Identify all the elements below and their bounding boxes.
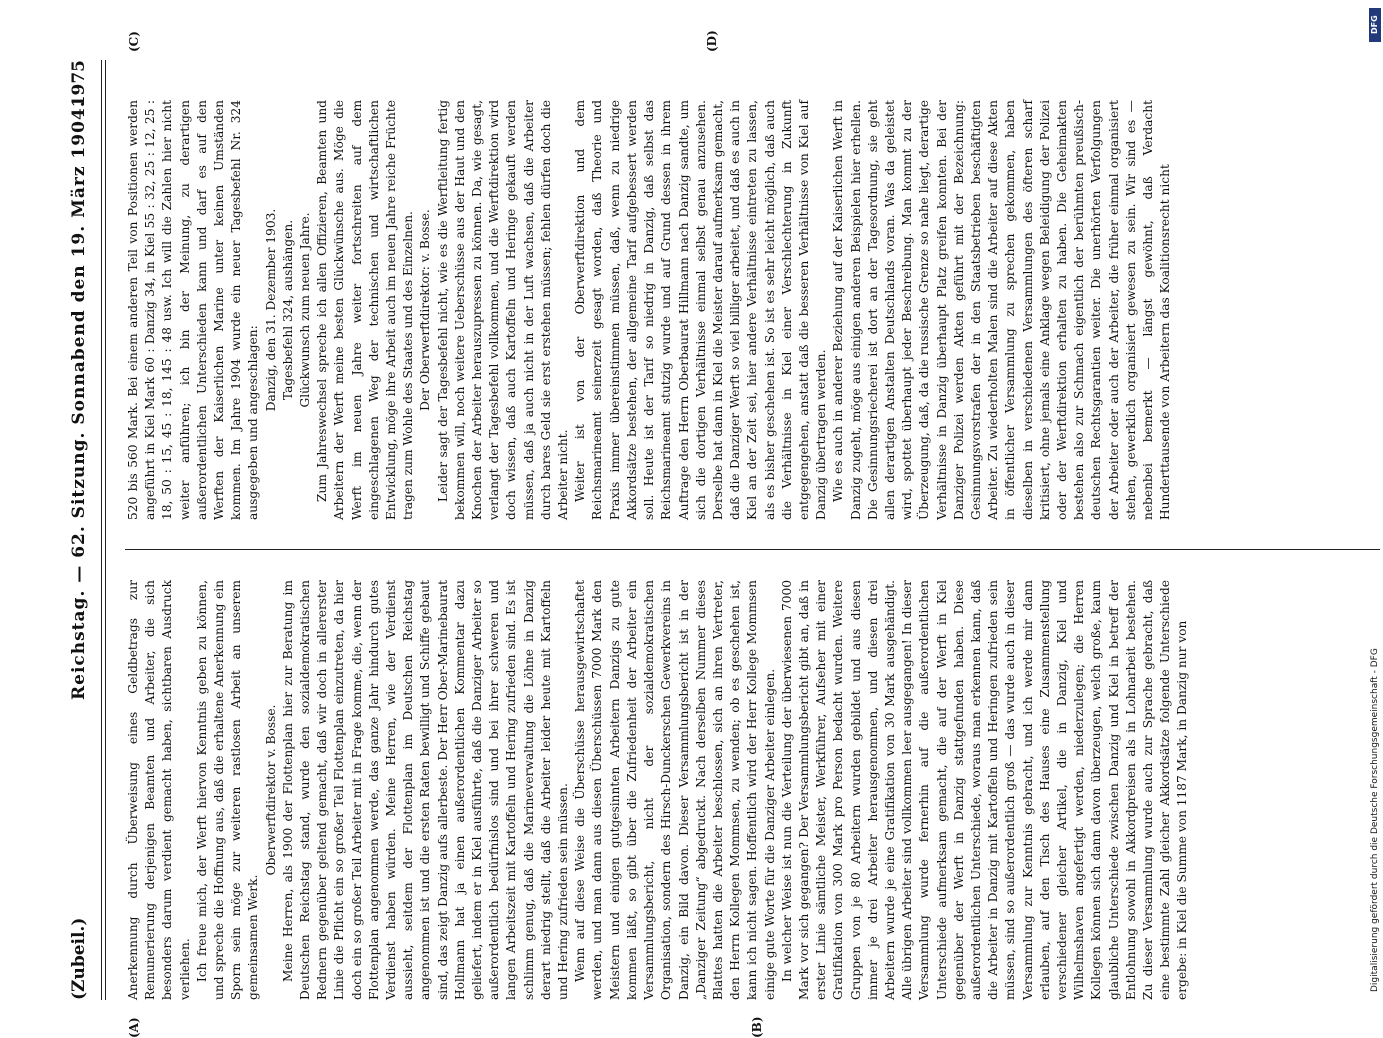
paragraph: 520 bis 560 Mark. Bei einem anderen Teil von Positionen werden angeführt in Kiel Mark 60 : Danzig 34, in Kiel 55 : 32, 25 : 12, 25 : 18, 50 : 15, 45 : 18, 145 : 48 usw. Ich will die Zahlen hier nicht weiter anführen; ich bin der Meinung, zu derartigen außerordentlichen Unterschieden kann und darf es auf den Werften der Kaiserlichen Marine unter keinen Umständen kommen. Im Jahre 1904 wurde ein neuer Tagesbefehl Nr. 324 ausgegeben und angeschlagen: [125,100,263,520]
rotated-page [65,60,1383,1000]
dfg-logo-badge: DFG [1369,8,1381,42]
margin-marker-b: (B) [750,1017,764,1038]
decree-date: Danzig, den 31. Dezember 1903. [263,100,280,520]
page-number: 1975 [69,60,89,107]
paragraph: In welcher Weise ist nun die Verteilung der überwiesenen 7000 Mark vor sich gegangen? Der Versammlungsbericht gibt an, daß in erster Linie sämtliche Meister, Werkführer, Aufseher mit einer Gratifikation von 300 Mark pro Person bedacht wurden. Weitere Gruppen von je 80 Arbeitern wurden gebildet und aus diesen immer je drei Arbeiter herausgenommen, und diesen drei Arbeitern wurde je eine Gratifikation von 30 Mark ausgehändigt. Alle übrigen Arbeiter sind vollkommen leer ausgegangen! In dieser Versammlung wurde fernerhin auf die außerordentlichen Unterschiede aufmerksam gemacht, die auf der Werft in Kiel gegenüber der Werft in Danzig stattgefunden haben. Diese außerordentlichen Unterschiede, woraus man erkennen kann, daß die Arbeiter in Danzig mit Kartoffeln und Heringen zufrieden sein müssen, sind so außerordentlich groß — das wurde auch in dieser Versammlung zur Kenntnis gebracht, und ich werde mir dann erlauben, auf den Tisch des Hauses eine Zusammenstellung verschiedener gleicher Artikel, die in Danzig, Kiel und Wilhelmshaven angefertigt werden, niederzulegen; die Herren Kollegen können sich dann davon überzeugen, welch große, kaum glaubliche Unterschiede zwischen Danzig und Kiel in betreff der Entlohnung sowohl in Akkordpreisen als in Lohnarbeit bestehen. Zu dieser Versammlung wurde auch zur Sprache gebracht, daß eine bestimmte Zahl gleicher Akkordsätze folgende Unterschiede ergebe: in Kiel die Summe von 1187 Mark, in Danzig nur von [779,580,1192,1000]
header-rule-top [101,60,102,1000]
page-header [65,60,99,1000]
decree-subtitle: Glückwunsch zum neuen Jahre. [297,100,314,520]
signature: Oberwerftdirektor v. Bosse. [263,580,280,1000]
decree-title: Tagesbefehl 324, aushängen. [280,100,297,520]
paragraph: Meine Herren, als 1900 der Flottenplan hier zur Beratung im Deutschen Reichstag stand, wurde den sozialdemokratischen Rednern gegenüber geltend gemacht, daß wir doch in allererster Linie die Pflicht ein so großer Teil Flottenplan einzutreten, da hier doch ein so großer Teil Arbeiter mit in Frage komme, die, wenn der Flottenplan angenommen werde, das ganze Jahr hindurch gutes Verdienst haben würden. Meine Herren, wie der Verdienst aussieht, seitdem der Flottenplan im Deutschen Reichstag angenommen ist und die ersten Raten bewilligt und Schiffe gebaut sind, das zeigt Danzig aufs allerbeste. Der Herr Ober-Marinebaurat Hollmann hat ja einen außerordentlichen Kommentar dazu geliefert, indem er in Kiel ausführte, daß die Danziger Arbeiter so außerordentlich bedürfnislos sind und bei ihrer schweren und langen Arbeitszeit mit Kartoffeln und Hering zufrieden sind. Es ist schlimm genug, daß die Marineverwaltung die Löhne in Danzig derart niedrig stellt, daß die Arbeiter leider heute mit Kartoffeln und Hering zufrieden sein müssen. [280,580,572,1000]
speaker-label: (Zubeil.) [69,918,89,1000]
margin-marker-d: (D) [705,30,719,52]
digitization-credit: Digitalisierung gefördert durch die Deutsche Forschungsgemeinschaft - DFG [1370,648,1380,992]
header-rule-bottom [105,60,106,1000]
paragraph: Ich freue mich, der Werft hiervon Kenntnis geben zu können, und spreche die Hoffnung aus, daß die erhaltene Anerkennung ein Sporn sein möge zur weiteren rastlosen Arbeit an unserem gemeinsamen Werk. [194,580,263,1000]
paragraph: Leider sagt der Tagesbefehl nicht, wie es die Werftleitung fertig bekommen will, noch weitere Ueberschüsse aus der Haut und den Knochen der Arbeiter herauszupressen zu können. Da, wie gesagt, verlangt der Tagesbefehl vollkommen, und die Werftdirektion wird doch wissen, daß auch Kartoffeln und Heringe gekauft werden müssen, daß ja auch nicht in der Luft wachsen, daß die Arbeiter durch bares Geld sie erst erstehen müssen; fehlen dürfen doch die Arbeiter nicht. [435,100,573,520]
signature: Der Oberwerftdirektor: v. Bosse. [417,100,434,520]
paragraph: Anerkennung durch Überweisung eines Geldbetrags zur Remunerierung derjenigen Beamten und Arbeiter, die sich besonders darum verdient gemacht haben, sichtbaren Ausdruck verliehen. [125,580,194,1000]
margin-marker-a: (A) [127,1017,141,1038]
left-column [125,580,1192,1000]
paragraph: Wenn auf diese Weise die Überschüsse herausgewirtschaftet werden, und man dann aus diesen Überschüssen 7000 Mark den Meistern und einigen gutgesinnten Arbeitern Danzigs zu gute kommen läßt, so gibt über die Zufriedenheit der Arbeiter ein Versammlungsbericht, nicht der sozialdemokratischen Organisation, sondern des Hirsch-Dunckerschen Gewerkvereins in Danzig, ein Bild davon. Dieser Versammlungsbericht ist in der „Danziger Zeitung“ abgedruckt. Nach derselben Nummer dieses Blattes hatten die Arbeiter beschlossen, sich an ihren Vertreter, den Herrn Kollegen Mommsen, zu wenden; ob es geschehen ist, kann ich nicht sagen. Hoffentlich wird der Herr Kollege Mommsen einige gute Worte für die Danziger Arbeiter einlegen. [572,580,778,1000]
paragraph: Wie es auch in anderer Beziehung auf der Kaiserlichen Werft in Danzig zugeht, möge aus einigen anderen Beispielen hier erhellen. Die Gesinnungsriecherei ist dort an der Tagesordnung, sie geht allen derartigen Anstalten Deutschlands voran. Was da geleistet wird, spottet überhaupt jeder Beschreibung. Man kommt zu der Überzeugung, daß, da die russische Grenze so nahe liegt, derartige Verhältnisse in Danzig überhaupt Platz greifen konnten. Bei der Danziger Polizei werden Akten geführt mit der Bezeichnung: Gesinnungsvorstrafen der in den Staatsbetrieben beschäftigten Arbeiter. Zu wiederholten Malen sind die Arbeiter auf diese Akten in öffentlicher Versammlung zu sprechen gekommen, haben dieselben in verschiedenen Versammlungen des öfteren scharf kritisiert, ohne jemals eine Anklage wegen Beleidigung der Polizei oder der Werftdirektion erhalten zu haben. Die Geheimakten bestehen also zur Schmach eigentlich der berühmten preußisch-deutschen Rechtsgarantien weiter. Die unerhörten Verfolgungen der Arbeiter oder auch der Arbeiter, die früher einmal organisiert stehen, gewerklich organisiert gewesen zu sein. Wir sind es — nebenbei bemerkt — längst gewöhnt, daß Verdacht Hunderttausende von Arbeitern das Koalitionsrecht nicht [830,100,1174,520]
right-column [125,100,1174,520]
paragraph: Zum Jahreswechsel spreche ich allen Offizieren, Beamten und Arbeitern der Werft meine besten Glückwünsche aus. Möge die Werft im neuen Jahre weiter fortschreiten auf dem eingeschlagenen Weg der technischen und wirtschaftlichen Entwicklung, möge ihre Arbeit auch im neuen Jahre reiche Früchte tragen zum Wohle des Staates und des Einzelnen. [314,100,417,520]
column-separator [125,549,1380,550]
paragraph: Weiter ist von der Oberwerftdirektion und dem Reichsmarineamt seinerzeit gesagt worden, daß Theorie und Praxis immer übereinstimmen müssen, daß, wenn zu niedrige Akkordsätze bestehen, der allgemeine Tarif aufgebessert werden soll. Heute ist der Tarif so niedrig in Danzig, daß selbst das Reichsmarineamt stutzig wurde und auf Grund dessen in ihrem Auftrage den Herrn Oberbaurat Hillmann nach Danzig sandte, um sich die dortigen Verhältnisse einmal selbst genau anzusehen. Derselbe hat dann in Kiel die Meister darauf aufmerksam gemacht, daß die Danziger Werft so viel billiger arbeitet, und daß es auch in Kiel an der Zeit sei, hier andere Verhältnisse eintreten zu lassen, als es bisher geschehen ist. So ist es sehr leicht möglich, daß auch die Verhältnisse in Kiel einer Verschlechterung in Zukunft entgegengehen, anstatt daß die besseren Verhältnisse von Kiel auf Danzig übertragen werden. [572,100,830,520]
margin-marker-c: (C) [127,31,141,52]
session-title: Reichstag. — 62. Sitzung. Sonnabend den 19. März 1904. [69,100,89,700]
